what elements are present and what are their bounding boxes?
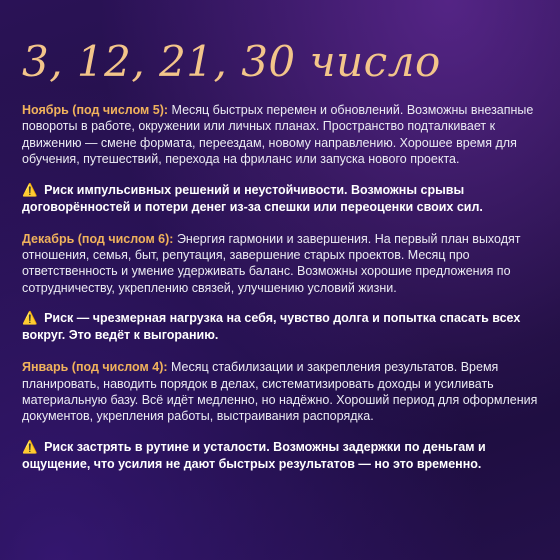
page-title: 3, 12, 21, 30 число (22, 37, 441, 86)
warning-icon: ⚠️ (22, 439, 38, 454)
january-month-label: Январь (под числом 4): (22, 360, 168, 375)
december-risk-text: Риск — чрезмерная нагрузка на себя, чувство долга и попытка спасать всех вокруг. Это ведёт к выгоранию. (22, 311, 521, 343)
january-text: Месяц стабилизации и закрепления результатов. Время планировать, наводить порядок в делах, систематизировать доходы и усиливать материальную базу. Всё идёт медленно, но надёжно. Хороший период для оформления документов, укрепления работы, выстраивания распорядка. (22, 360, 538, 424)
warning-icon: ⚠️ (22, 182, 38, 197)
november-risk-text: Риск импульсивных решений и неустойчивости. Возможны срывы договорённостей и потери денег из-за спешки или переоценки своих сил. (22, 182, 483, 214)
november-risk (22, 182, 538, 216)
december-month-label: Декабрь (под числом 6): (22, 231, 174, 246)
november-month-label: Ноябрь (под числом 5): (22, 103, 169, 117)
november-text: Месяц быстрых перемен и обновлений. Возможны внезапные повороты в работе, окружении или личных планах. Пространство подталкивает к движению — смене формата, переездам, новому направлению. Хорошее время для обучения, путешествий, перехода на фриланс или запуска нового проекта. (22, 103, 534, 167)
december-risk (22, 310, 538, 344)
january-risk (22, 439, 538, 473)
december-paragraph (22, 231, 538, 297)
december-text: Энергия гармонии и завершения. На первый план выходят отношения, семья, быт, репутация, завершение старых проектов. Месяц про ответственность и умение удерживать баланс. Возможны хорошие предложения по сотрудничеству, укреплению связей, улучшению условий жизни. (22, 231, 521, 295)
november-paragraph (22, 102, 538, 168)
warning-icon: ⚠️ (22, 311, 38, 326)
january-risk-text: Риск застрять в рутине и усталости. Возможны задержки по деньгам и ощущение, что усилия не дают быстрых результатов — но это временно. (22, 439, 486, 471)
january-paragraph (22, 359, 538, 425)
